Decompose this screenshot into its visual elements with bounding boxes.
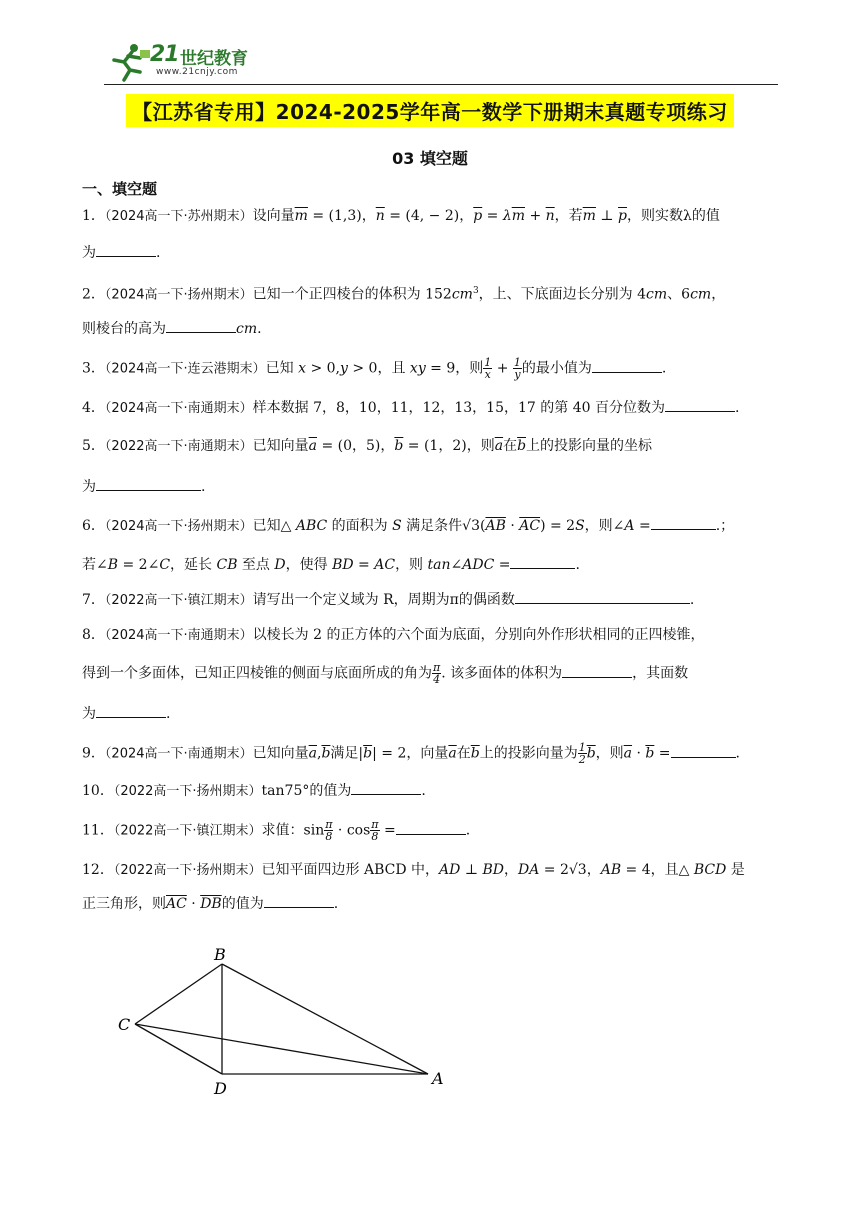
question-8-cont: 得到一个多面体，已知正四棱锥的侧面与底面所成的角为 $\frac{\pi}{4}$ . 该多面体的体积为 ，其面数 — [82, 661, 689, 686]
question-8: 8．（2024高一下·南通期末）以棱长为 2 的正方体的六个面为底面，分别向外作形状相同的正四棱锥， — [82, 627, 705, 643]
quadrilateral-diagram — [110, 940, 460, 1110]
section-heading: 一、填空题 — [82, 180, 158, 198]
answer-blank[interactable] — [166, 318, 236, 333]
question-source: （2022高一下·镇江期末） — [113, 823, 262, 839]
question-number: 6． — [82, 518, 105, 534]
question-8-cont2: 为 . — [82, 703, 782, 724]
question-number: 10． — [82, 783, 114, 799]
question-9: 9．（2024高一下·南通期末）已知向量$\overline{a},\overline{b}$满足$|\overline{b}| = 2$，向量$\overline{a}$在$\overline{b}$上的投影向量为 $\frac{1}{2}$ $\overline{b}$，则$\overline{a} \cdot \overline{b}$ = . — [82, 741, 740, 766]
question-3: 3．（2024高一下·连云港期末）已知 x > 0,y > 0，且 xy = 9，则 $\frac{1}{x}$ + $\frac{1}{y}$ 的最小值为 . — [82, 356, 667, 381]
answer-blank[interactable] — [96, 242, 156, 257]
question-source: （2022高一下·扬州期末） — [113, 784, 262, 799]
label-a: A — [432, 1069, 444, 1088]
geometry-figure — [110, 940, 460, 1110]
title-container — [0, 94, 860, 127]
question-2-cont: 则棱台的高为 cm. — [82, 318, 782, 339]
question-number: 1． — [82, 208, 105, 224]
label-d: D — [214, 1079, 227, 1098]
answer-blank[interactable] — [515, 589, 690, 604]
question-12: 12．（2022高一下·扬州期末）已知平面四边形 ABCD 中，AD ⊥ BD，DA = 2√3，AB = 4，且△ BCD 是 — [82, 862, 745, 878]
page-subtitle: 03 填空题 — [392, 149, 468, 168]
question-source: （2024高一下·苏州期末） — [104, 209, 253, 224]
question-number: 5． — [82, 438, 105, 454]
answer-blank[interactable] — [651, 515, 716, 530]
question-source: （2022高一下·南通期末） — [104, 439, 253, 454]
answer-blank[interactable] — [665, 397, 735, 412]
question-number: 2． — [82, 286, 105, 303]
question-2: 2．（2024高一下·扬州期末）已知一个正四棱台的体积为 $152cm^3$，上、下底面边长分别为 4cm、6cm， — [82, 286, 726, 303]
question-number: 12． — [82, 862, 114, 878]
question-source: （2024高一下·连云港期末） — [104, 361, 266, 377]
question-5: 5．（2022高一下·南通期末）已知向量$\overline{a} = (0$，5)，$\overline{b} = (1$，2)，则$\overline{a}$在$\overline{b}$上的投影向量的坐标 — [82, 438, 653, 454]
answer-blank[interactable] — [96, 476, 201, 491]
page-header — [104, 40, 778, 86]
question-source: （2024高一下·扬州期末） — [104, 287, 253, 303]
question-source: （2024高一下·南通期末） — [104, 628, 253, 643]
logo — [104, 42, 284, 82]
question-number: 8． — [82, 627, 105, 643]
question-10: 10．（2022高一下·扬州期末）tan75°的值为 . — [82, 780, 782, 802]
header-divider — [104, 84, 778, 85]
logo-name: 世纪教育 — [180, 49, 248, 69]
question-7: 7．（2022高一下·镇江期末）请写出一个定义域为 R，周期为π的偶函数 . — [82, 589, 782, 611]
question-number: 7． — [82, 592, 105, 608]
question-11: 11．（2022高一下·镇江期末）求值：sin $\frac{\pi}{8}$ · cos $\frac{\pi}{8}$ = . — [82, 818, 471, 843]
runner-icon — [104, 42, 152, 82]
answer-blank[interactable] — [264, 893, 334, 908]
question-source: （2022高一下·镇江期末） — [104, 593, 253, 608]
question-number: 11． — [82, 822, 114, 839]
question-1: 1．（2024高一下·苏州期末）设向量$\overline{m} = (1,3)$，$\overline{n} = (4$, − 2)，$\overline{p} = \lambda\overline{m} + \overline{n}$，若$\overline{m}$ ⊥ $\overline{p}$，则实数λ的值 — [82, 208, 720, 224]
answer-blank[interactable] — [510, 554, 575, 569]
label-c: C — [118, 1015, 131, 1034]
answer-blank[interactable] — [396, 820, 466, 835]
question-number: 4． — [82, 400, 105, 416]
question-6: 6．（2024高一下·扬州期末）已知△ ABC 的面积为 S 满足条件$√3(\overline{AB} \cdot \overline{AC}) = 2S$，则∠A = .； — [82, 515, 782, 537]
question-5-cont: 为 . — [82, 476, 782, 497]
logo-number: 21 — [150, 42, 179, 67]
answer-blank[interactable] — [671, 743, 736, 758]
answer-blank[interactable] — [562, 663, 632, 678]
question-12-cont: 正三角形，则$\overline{AC} \cdot \overline{DB}$的值为 . — [82, 893, 782, 914]
logo-url: www.21cnjy.com — [156, 67, 238, 77]
question-source: （2024高一下·扬州期末） — [104, 519, 253, 534]
question-number: 3． — [82, 360, 105, 377]
answer-blank[interactable] — [96, 703, 166, 718]
label-b: B — [214, 945, 226, 964]
page-title: 【江苏省专用】2024-2025学年高一数学下册期末真题专项练习 — [126, 94, 734, 127]
answer-blank[interactable] — [592, 358, 662, 373]
question-number: 9． — [82, 745, 105, 762]
question-source: （2022高一下·扬州期末） — [113, 863, 262, 878]
question-4: 4．（2024高一下·南通期末）样本数据 7，8，10，11，12，13，15，17 的第 40 百分位数为 . — [82, 397, 782, 419]
answer-blank[interactable] — [351, 780, 421, 795]
question-source: （2024高一下·南通期末） — [104, 746, 253, 762]
question-source: （2024高一下·南通期末） — [104, 401, 253, 416]
question-1-cont: 为 . — [82, 242, 782, 263]
question-6-cont: 若∠B = 2∠C，延长 CB 至点 D，使得 BD = AC，则 tan∠ADC = . — [82, 554, 782, 575]
